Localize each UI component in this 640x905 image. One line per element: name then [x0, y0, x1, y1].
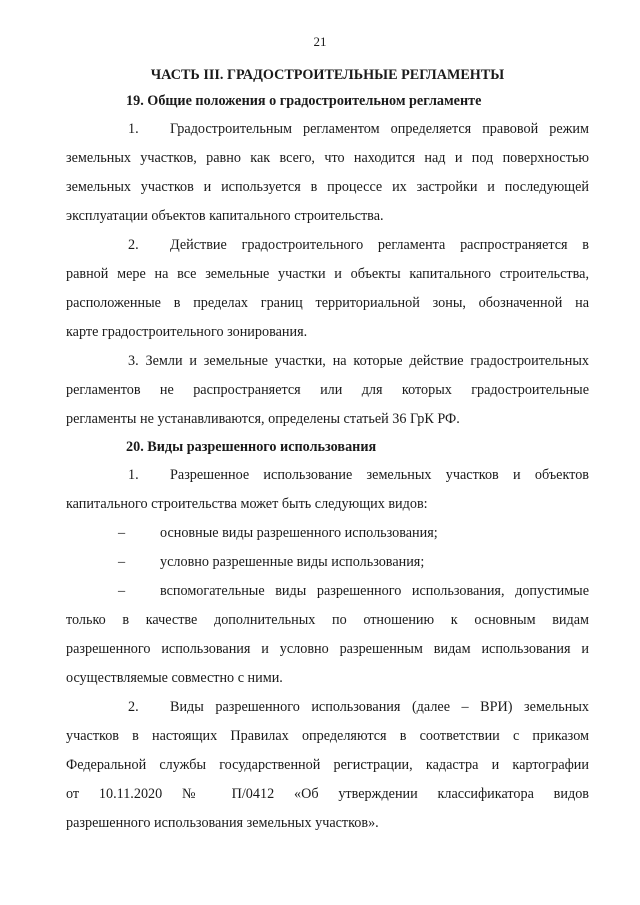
paragraph-line: только в качестве дополнительных по отношению к основным видам — [66, 612, 589, 628]
list-item — [66, 582, 589, 600]
page-number: 21 — [313, 34, 327, 49]
paragraph-line: капитального строительства может быть следующих видов: — [66, 496, 428, 512]
paragraph-line: разрешенного использования и условно разрешенным видам использования и — [66, 641, 589, 657]
paragraph-line: эксплуатации объектов капитального строительства. — [66, 208, 384, 224]
paragraph-line: регламентов не распространяется или для которых градостроительные — [66, 382, 589, 398]
paragraph-line — [66, 236, 589, 254]
item-number: 1. — [128, 467, 139, 483]
paragraph-line: от 10.11.2020 № П/0412 «Об утверждении классификатора видов — [66, 786, 589, 802]
paragraph-line: карте градостроительного зонирования. — [66, 324, 308, 340]
paragraph-line: Федеральной службы государственной регистрации, кадастра и картографии — [66, 757, 589, 773]
list-item-text: условно разрешенные виды использования; — [160, 554, 425, 570]
paragraph-line — [66, 120, 589, 138]
part-title: ЧАСТЬ III. ГРАДОСТРОИТЕЛЬНЫЕ РЕГЛАМЕНТЫ — [150, 67, 505, 83]
paragraph-text: Действие градостроительного регламента распространяется в — [170, 237, 589, 253]
paragraph-text: Градостроительным регламентом определяется правовой режим — [170, 121, 589, 137]
paragraph-line: расположенные в пределах границ территориальной зоны, обозначенной на — [66, 295, 589, 311]
section-heading-20: 20. Виды разрешенного использования — [126, 439, 377, 455]
dash-marker: – — [118, 583, 126, 599]
paragraph-line: земельных участков, равно как всего, что находится над и под поверхностью — [66, 150, 589, 166]
item-number: 1. — [128, 121, 139, 137]
dash-marker: – — [118, 525, 126, 541]
paragraph-line: 3. Земли и земельные участки, на которые действие градостроительных — [128, 353, 589, 369]
list-item — [66, 524, 589, 542]
list-item-text: вспомогательные виды разрешенного использования, допустимые — [160, 583, 589, 599]
paragraph-text: Разрешенное использование земельных участков и объектов — [170, 467, 589, 483]
paragraph-line — [66, 466, 589, 484]
paragraph-line: осуществляемые совместно с ними. — [66, 670, 283, 686]
dash-marker: – — [118, 554, 126, 570]
paragraph-line: регламенты не устанавливаются, определены статьей 36 ГрК РФ. — [66, 411, 460, 427]
paragraph-line — [66, 698, 589, 716]
item-number: 2. — [128, 237, 139, 253]
section-heading-19: 19. Общие положения о градостроительном регламенте — [126, 93, 482, 109]
list-item-text: основные виды разрешенного использования; — [160, 525, 438, 541]
paragraph-line: участков в настоящих Правилах определяются в соответствии с приказом — [66, 728, 589, 744]
paragraph-line: земельных участков и используется в процессе их застройки и последующей — [66, 179, 589, 195]
paragraph-text: Виды разрешенного использования (далее – ВРИ) земельных — [170, 699, 589, 715]
item-number: 2. — [128, 699, 139, 715]
paragraph-line: разрешенного использования земельных участков». — [66, 815, 379, 831]
list-item — [66, 553, 589, 571]
paragraph-line: равной мере на все земельные участки и объекты капитального строительства, — [66, 266, 589, 282]
